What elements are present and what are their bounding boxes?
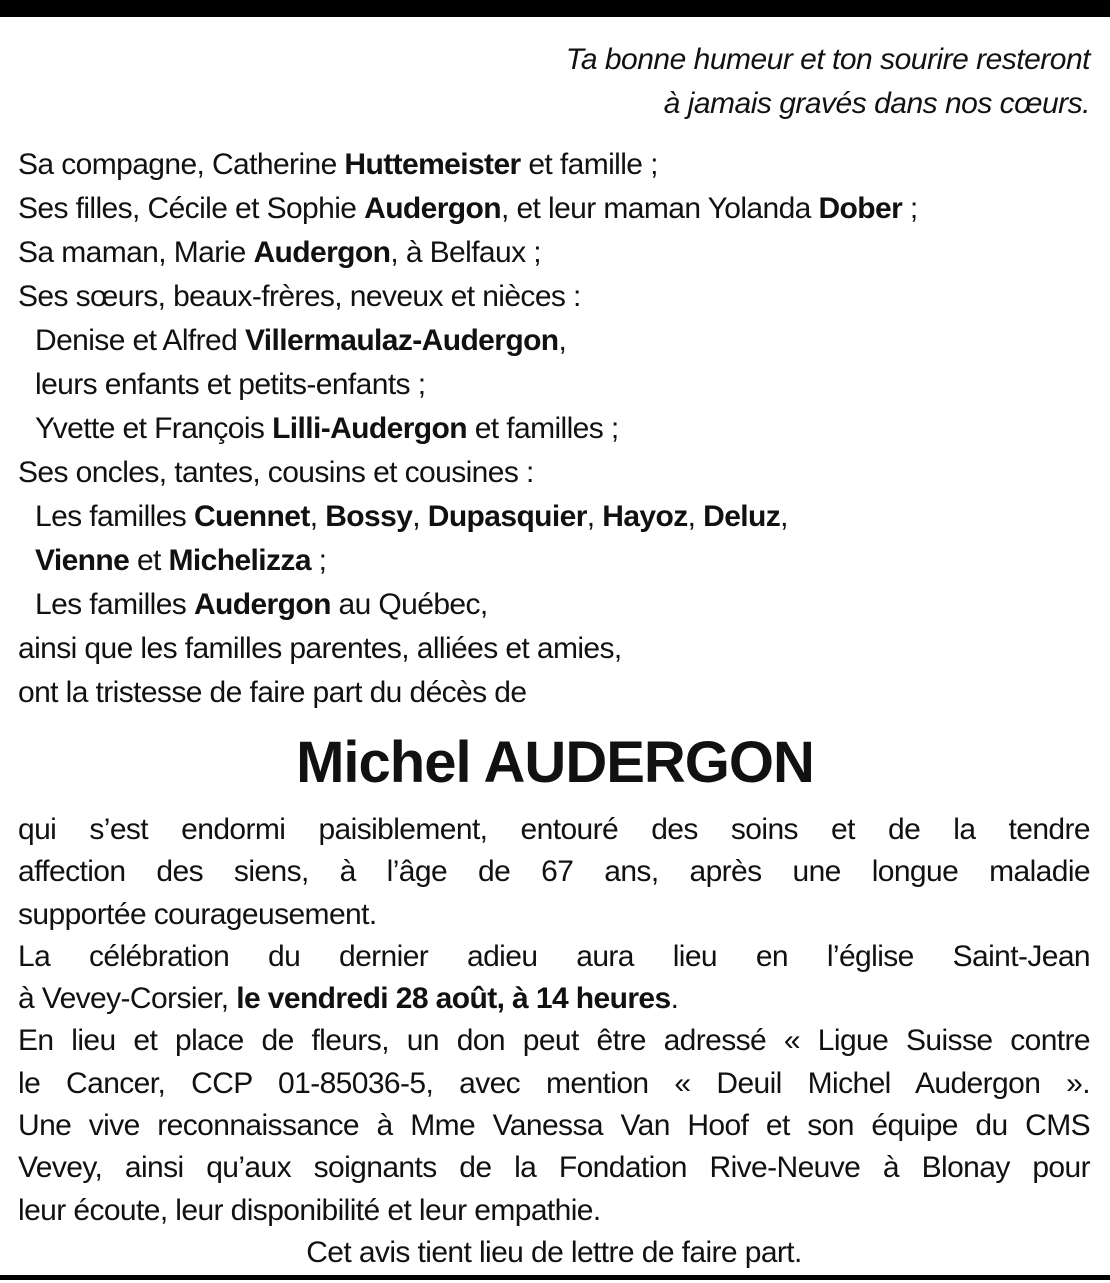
top-border (0, 0, 1110, 17)
family-line (18, 539, 1090, 583)
body-line (18, 1232, 1090, 1274)
announcement-body (18, 809, 1090, 1274)
bold-name: Michelizza (168, 544, 311, 577)
family-line (18, 275, 1090, 319)
body-line (18, 1105, 1090, 1147)
text-segment: à Vevey-Corsier, (18, 982, 237, 1016)
body-line (18, 1063, 1090, 1105)
body-line (18, 1020, 1090, 1062)
text-segment: Vevey, ainsi qu’aux soignants de la Fondation Rive-Neuve à Blonay pour (18, 1151, 1090, 1185)
family-line (18, 231, 1090, 275)
bold-name: Hayoz (602, 500, 688, 533)
text-segment: , et leur maman Yolanda (500, 192, 819, 225)
text-segment: ainsi que les familles parentes, alliées et amies, (18, 632, 622, 665)
text-segment: Ses filles, Cécile et Sophie (18, 192, 365, 225)
family-line (18, 187, 1090, 231)
text-segment: le Cancer, CCP 01-85036-5, avec mention « Deuil Michel Audergon ». (18, 1066, 1090, 1100)
family-line (18, 583, 1090, 627)
bold-name: Audergon (253, 236, 391, 269)
text-segment: ; (902, 192, 918, 225)
text-segment: Yvette et François (35, 412, 273, 445)
bold-name: le vendredi 28 août, à 14 heures (236, 982, 671, 1016)
bold-name: Deluz (703, 500, 781, 533)
motto-line: Ta bonne humeur et ton sourire resteront (565, 43, 1090, 76)
family-list (18, 143, 1090, 715)
text-segment: ont la tristesse de faire part du décès de (18, 676, 527, 709)
bold-name: Lilli-Audergon (272, 412, 467, 445)
text-segment: , (412, 500, 428, 533)
text-segment: et (129, 544, 169, 577)
text-segment: Sa compagne, Catherine (18, 148, 345, 181)
body-line (18, 1147, 1090, 1189)
bold-name: Villermaulaz-Audergon (244, 324, 559, 357)
body-line (18, 809, 1090, 851)
family-line (18, 407, 1090, 451)
text-segment: leur écoute, leur disponibilité et leur empathie. (18, 1193, 601, 1227)
text-segment: Les familles (35, 588, 194, 621)
text-segment: Ses sœurs, beaux-frères, neveux et nièces : (18, 280, 581, 313)
body-line (18, 978, 1090, 1020)
family-line (18, 363, 1090, 407)
bold-name: Audergon (193, 588, 331, 621)
body-line (18, 894, 1090, 936)
motto (566, 38, 1090, 126)
bold-name: Dober (818, 192, 903, 225)
text-segment: , (586, 500, 603, 533)
bold-name: Bossy (325, 500, 413, 533)
bold-name: Dupasquier (427, 500, 587, 533)
text-segment: Denise et Alfred (35, 324, 245, 357)
text-segment: . (670, 982, 679, 1016)
text-segment: La célébration du dernier adieu aura lieu en l’église Saint-Jean (18, 939, 1090, 973)
text-segment: ; (310, 544, 327, 577)
text-segment: , (558, 324, 567, 357)
text-segment: Sa maman, Marie (18, 236, 254, 269)
body-line (18, 1190, 1090, 1232)
text-segment: et famille ; (520, 148, 658, 181)
text-segment: Une vive reconnaissance à Mme Vanessa Van Hoof et son équipe du CMS (18, 1109, 1090, 1143)
text-segment: et familles ; (466, 412, 619, 445)
family-line (18, 451, 1090, 495)
motto-line: à jamais gravés dans nos cœurs. (663, 87, 1090, 120)
text-segment: Ses oncles, tantes, cousins et cousines : (18, 456, 534, 489)
text-segment: , à Belfaux ; (390, 236, 541, 269)
bold-name: Cuennet (193, 500, 310, 533)
body-line (18, 936, 1090, 978)
deceased-name: Michel AUDERGON (296, 730, 814, 795)
bottom-border (0, 1275, 1110, 1280)
text-segment: En lieu et place de fleurs, un don peut être adressé « Ligue Suisse contre (18, 1024, 1090, 1058)
text-segment: , (309, 500, 326, 533)
text-segment: qui s’est endormi paisiblement, entouré des soins et de la tendre (18, 813, 1090, 846)
text-segment: leurs enfants et petits-enfants ; (35, 368, 426, 401)
text-segment: supportée courageusement. (18, 897, 377, 931)
family-line (18, 627, 1090, 671)
bold-name: Huttemeister (344, 148, 521, 181)
family-line (18, 495, 1090, 539)
bold-name: Vienne (35, 544, 130, 577)
text-segment: Cet avis tient lieu de lettre de faire part. (306, 1235, 802, 1269)
text-segment: Les familles (35, 500, 194, 533)
family-line (18, 671, 1090, 715)
text-segment: affection des siens, à l’âge de 67 ans, après une longue maladie (18, 855, 1090, 889)
text-segment: , (780, 500, 788, 533)
bold-name: Audergon (364, 192, 501, 225)
body-line (18, 851, 1090, 893)
family-line (18, 143, 1090, 187)
text-segment: , (687, 500, 704, 533)
text-segment: au Québec, (330, 588, 488, 621)
family-line (18, 319, 1090, 363)
